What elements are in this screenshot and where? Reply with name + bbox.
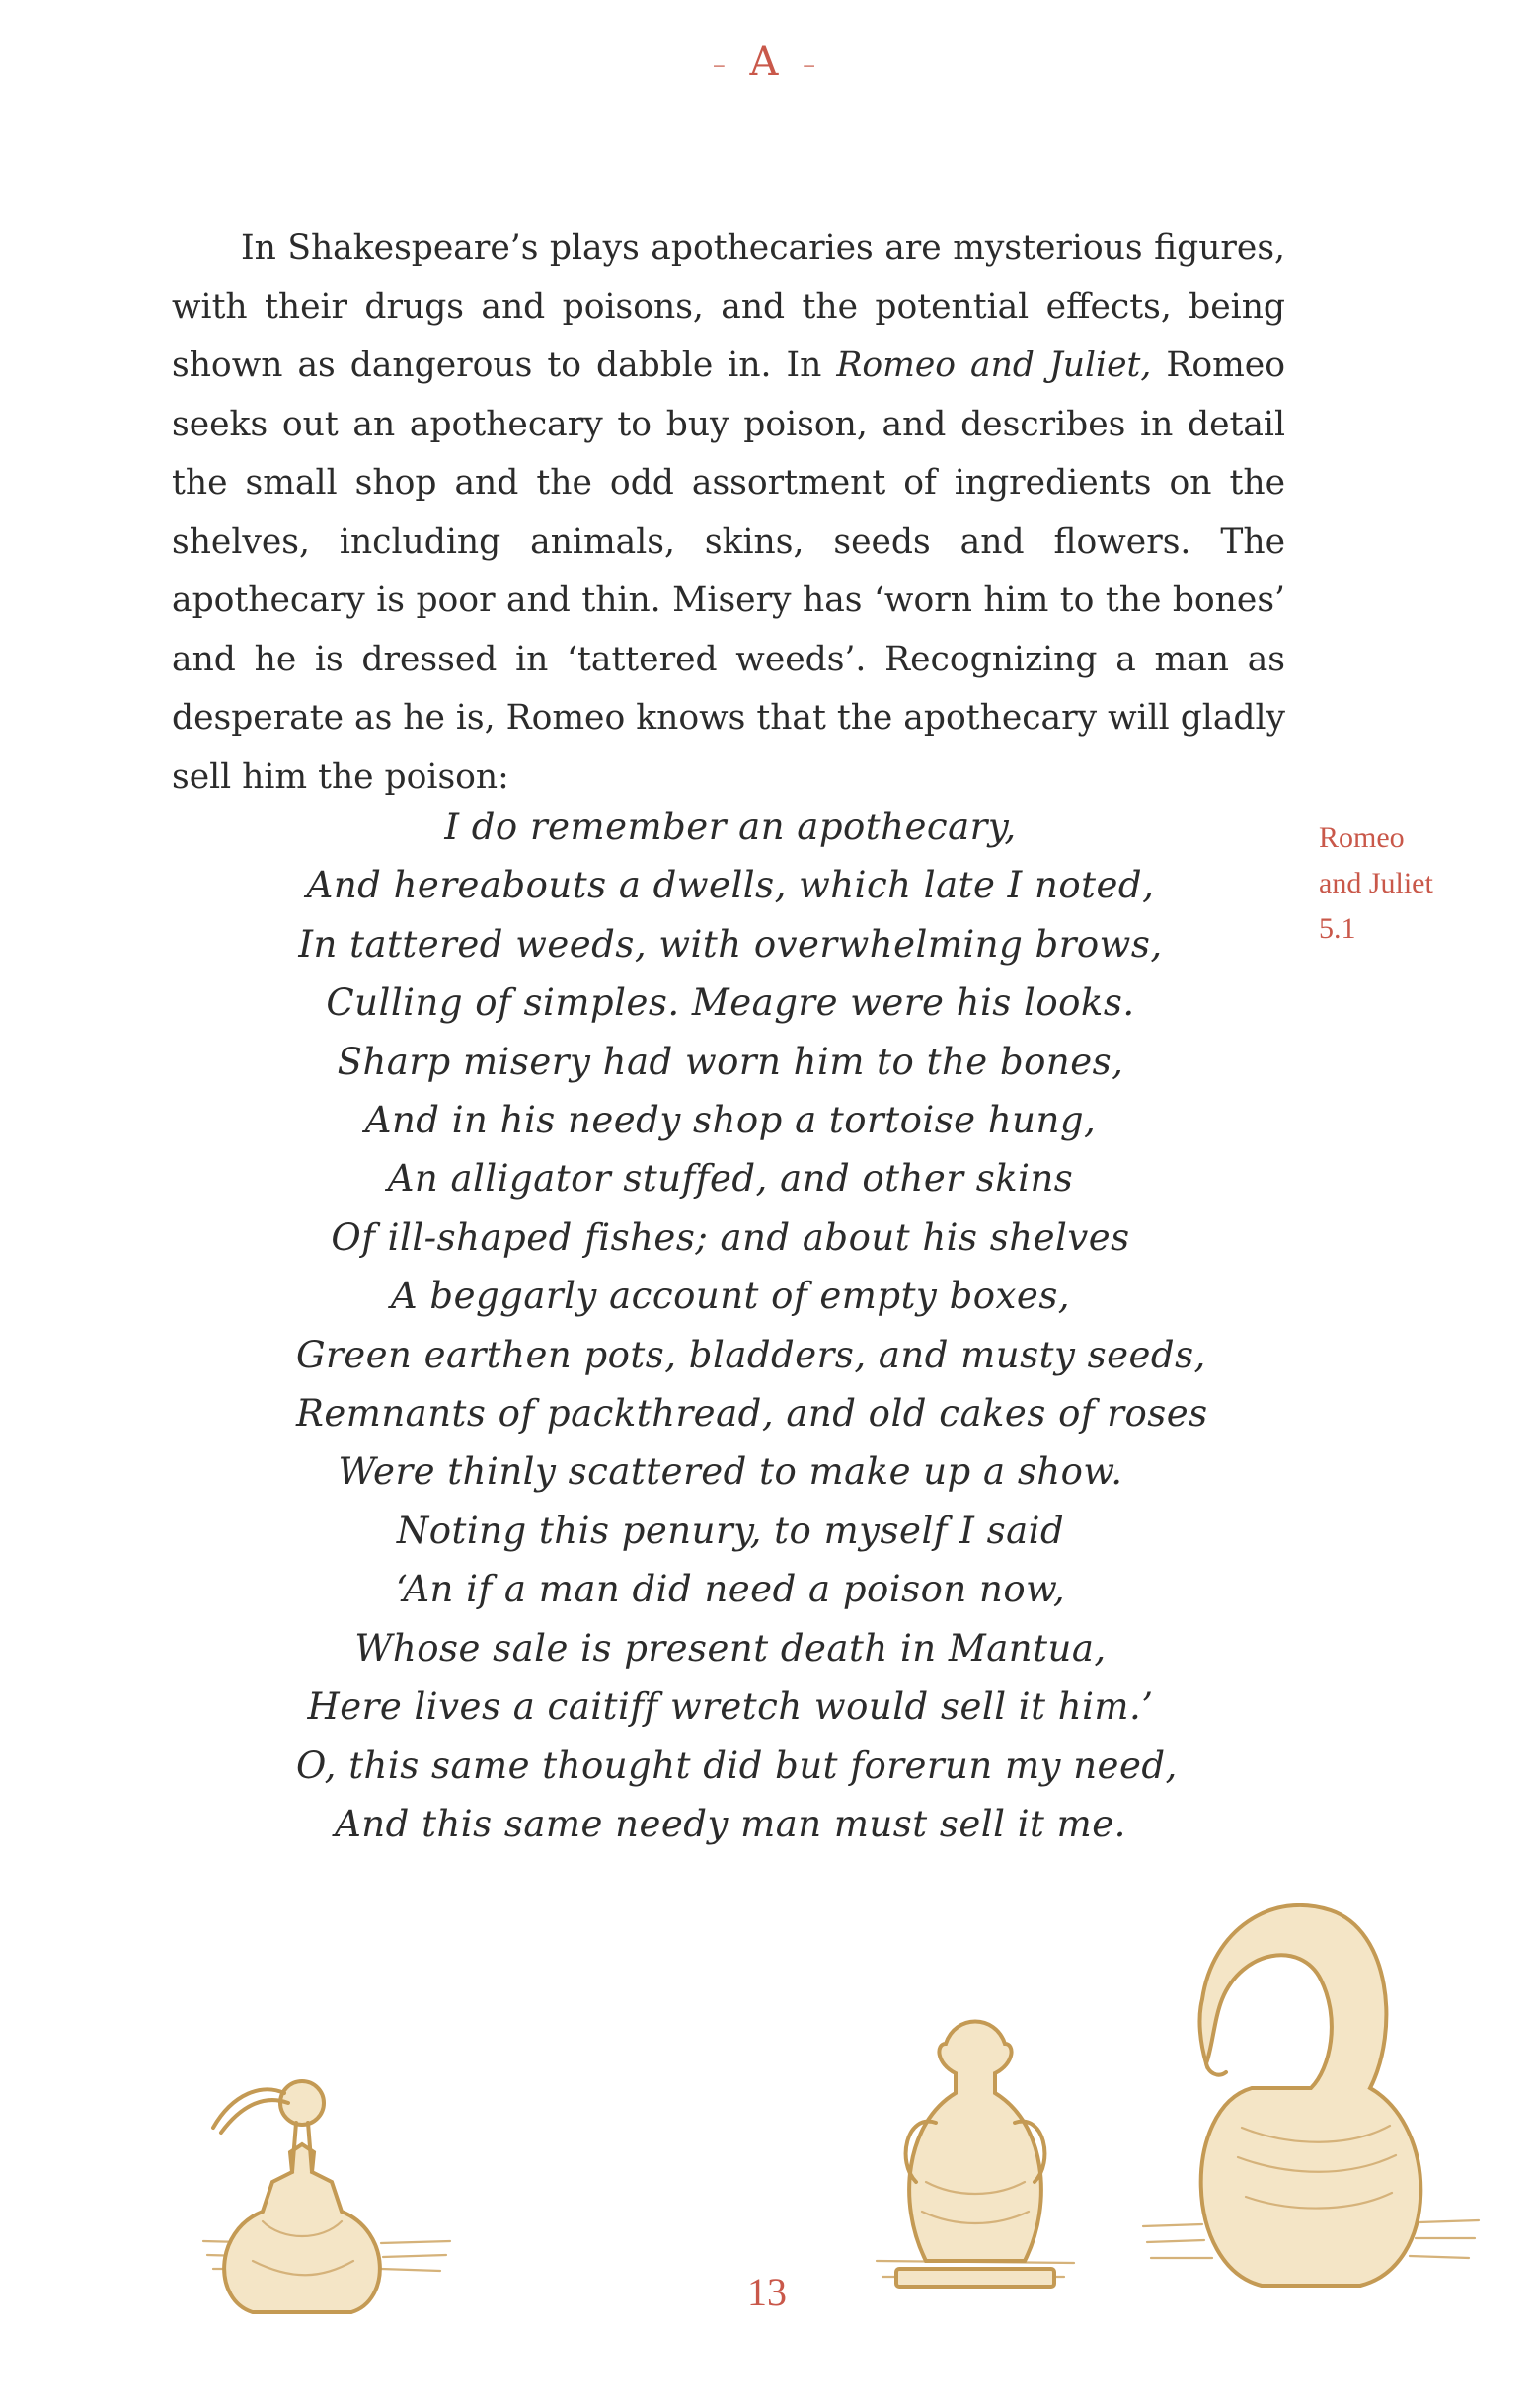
section-letter: A	[749, 39, 785, 85]
margin-note-reference: 5.1	[1319, 912, 1356, 945]
verse-line: And this same needy man must sell it me.	[335, 1802, 1126, 1845]
body-text	[172, 219, 1285, 807]
verse-line: Remnants of packthread, and old cakes of roses	[296, 1392, 1208, 1436]
verse-line: ‘An if a man did need a poison now,	[395, 1568, 1066, 1611]
verse-line: And hereabouts a dwells, which late I noted,	[306, 864, 1155, 907]
quotation-block	[296, 798, 1208, 1853]
page-number: 13	[747, 2270, 787, 2314]
verse-line: In tattered weeds, with overwhelming brows,	[298, 922, 1163, 966]
margin-note-title: Romeo	[1319, 821, 1405, 854]
verse-line: Sharp misery had worn him to the bones,	[337, 1040, 1124, 1083]
verse-line: Of ill-shaped fishes; and about his shelves	[331, 1215, 1130, 1259]
verse-line: And in his needy shop a tortoise hung,	[364, 1099, 1097, 1142]
play-title: Romeo and Juliet,	[836, 346, 1152, 385]
verse-line: Culling of simples. Meagre were his looks.	[326, 981, 1135, 1025]
section-header	[0, 39, 1534, 85]
verse-line: Whose sale is present death in Mantua,	[354, 1626, 1107, 1670]
flask-icon	[867, 2004, 1084, 2300]
paragraph-text-start: In Shakespeare’s plays apothecaries are mysterious figures, with their drugs and poisons, and the potential effects, being shown as dangerous to dabble in. In	[172, 228, 1285, 385]
paragraph	[172, 219, 1285, 807]
verse-line: Were thinly scattered to make up a show.	[338, 1450, 1123, 1494]
paragraph-text-end: Romeo seeks out an apothecary to buy poison, and describes in detail the small shop and the odd assortment of ingredients on the shelves, including animals, skins, seeds and flowers. The apothecary is poor and thin. Misery has ‘worn him to the bones’ and he is dressed in ‘tattered weeds’. Recognizing a man as desperate as he is, Romeo knows that the apothecary will gladly sell him the poison:	[172, 346, 1285, 797]
verse-line: An alligator stuffed, and other skins	[387, 1157, 1074, 1201]
verse-line: Here lives a caitiff wretch would sell it him.’	[307, 1685, 1154, 1729]
verse-line: A beggarly account of empty boxes,	[390, 1275, 1071, 1318]
retort-icon	[1143, 1871, 1479, 2315]
margin-note	[1319, 816, 1487, 952]
margin-note-title-cont: and Juliet	[1319, 867, 1433, 899]
ornament-right: –	[803, 50, 822, 80]
verse-line: Noting this penury, to myself I said	[396, 1509, 1065, 1552]
verse-line: O, this same thought did but forerun my need,	[296, 1744, 1178, 1787]
ornament-left: –	[712, 50, 731, 80]
verse-line: I do remember an apothecary,	[444, 806, 1017, 848]
verse-line: Green earthen pots, bladders, and musty seeds,	[296, 1333, 1206, 1376]
